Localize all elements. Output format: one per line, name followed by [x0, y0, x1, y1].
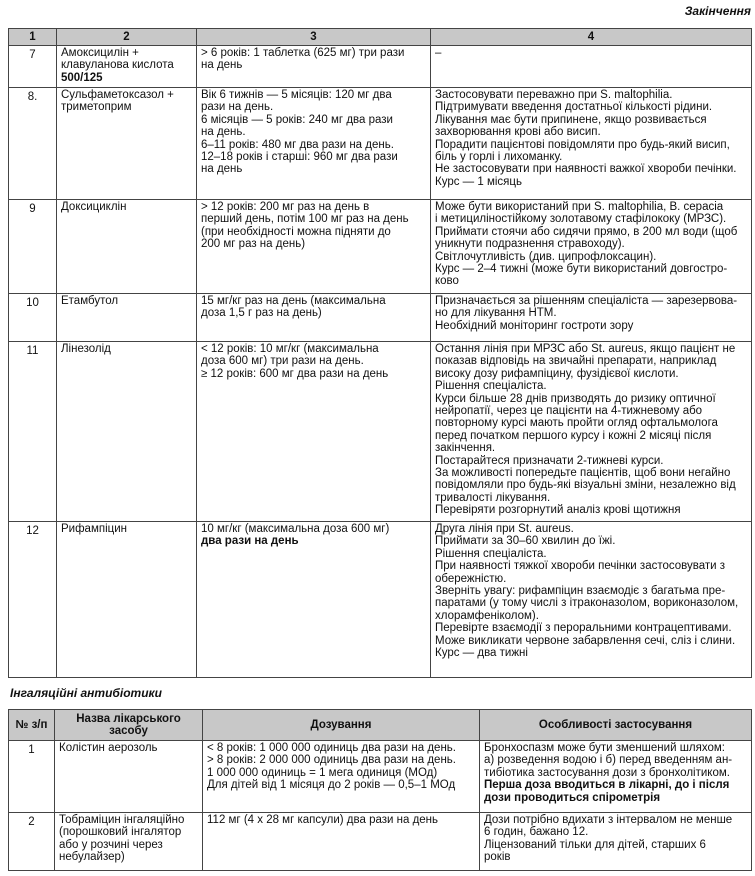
- cell-notes: [480, 813, 752, 871]
- table-row: [9, 813, 752, 871]
- notes-line: Курс — 2–4 тижні (може бути використаний довгостро-: [435, 263, 728, 276]
- dose-line: 200 мг раз на день): [201, 238, 306, 251]
- notes-line: хлорамфеніколом).: [435, 609, 539, 622]
- header-col-4: 4: [431, 29, 752, 46]
- drug-line: триметоприм: [61, 101, 132, 114]
- header-number: № з/п: [9, 710, 55, 741]
- notes-line: обережністю.: [435, 572, 507, 585]
- notes-line: Може викликати червоне забарвлення сечі, сліз і слини.: [435, 634, 736, 647]
- notes-line: Зверніть увагу: рифампіцин взаємодіє з багатьма пре-: [435, 585, 726, 598]
- notes-line: Приймати стоячи або сидячи прямо, в 200 мл води (щоб: [435, 225, 738, 238]
- dose-line: доза 600 мг) три рази на день.: [201, 355, 364, 368]
- header-drug-name: Назва лікарського засобу: [55, 710, 203, 741]
- antibiotics-table-continued: [8, 28, 752, 678]
- dose-line: 12–18 років і старші: 960 мг два рази: [201, 151, 398, 164]
- drug-line: Амоксицилін +: [61, 47, 139, 59]
- dose-line: на день.: [201, 126, 246, 139]
- dose-line: Вік 6 тижнів — 5 місяців: 120 мг два: [201, 89, 392, 101]
- notes-line: Ліцензований тільки для дітей, старших 6: [484, 838, 706, 851]
- row-number: 7: [9, 46, 57, 88]
- notes-line: но для лікування НТМ.: [435, 307, 557, 320]
- notes-line: При наявності тяжкої хвороби печінки застосовувати з: [435, 560, 726, 573]
- dose-line: < 8 років: 1 000 000 одиниць два рази на день.: [207, 742, 456, 754]
- table-row: [9, 342, 752, 522]
- header-dosage: Дозування: [203, 710, 480, 741]
- drug-line: Сульфаметоксазол +: [61, 89, 174, 101]
- dose-line: два рази на день: [201, 535, 299, 548]
- notes-line: Перевіряти розгорнутий аналіз крові щотижня: [435, 504, 681, 517]
- notes-line: повідомляли про будь-які візуальні зміни, незалежно від: [435, 479, 736, 492]
- drug-line: Тобраміцин інгаляційно: [59, 814, 185, 826]
- drug-line: Колістин аерозоль: [59, 742, 158, 754]
- row-number: 12: [9, 522, 57, 678]
- notes-line: біль у горлі і лихоманку.: [435, 151, 563, 164]
- notes-line: Необхідний моніторинг гостроти зору: [435, 319, 634, 332]
- table-row: [9, 741, 752, 813]
- section-title: Інгаляційні антибіотики: [10, 686, 162, 700]
- notes-line: Курси більше 28 днів призводять до ризику оптичної: [435, 392, 716, 405]
- notes-line: Дози потрібно вдихати з інтервалом не менше: [484, 814, 733, 826]
- dose-line: > 12 років: 200 мг раз на день в: [201, 201, 370, 213]
- drug-line: Етамбутол: [61, 295, 119, 307]
- table-row: [9, 200, 752, 294]
- cell-drug: [57, 200, 197, 294]
- notes-line: високу дозу рифампіцину, фузідієвої кислоти.: [435, 367, 679, 380]
- drug-line: Рифампіцин: [61, 523, 128, 535]
- cell-drug: [57, 522, 197, 678]
- notes-line: 6 годин, бажано 12.: [484, 826, 589, 839]
- notes-line: Підтримувати введення достатньої кількості рідини.: [435, 101, 713, 114]
- notes-line: Приймати за 30–60 хвилин до їжі.: [435, 535, 616, 548]
- notes-line: тибіотика застосування дози з бронхолітиком.: [484, 766, 730, 779]
- notes-line: Перша доза вводиться в лікарні, до і після: [484, 779, 730, 792]
- dose-line: перший день, потім 100 мг раз на день: [201, 213, 409, 226]
- notes-line: перед початком першого курсу і кожні 2 місяці після: [435, 429, 712, 442]
- notes-line: Призначається за рішенням спеціаліста — зарезервова-: [435, 295, 738, 307]
- header-usage-notes: Особливості застосування: [480, 710, 752, 741]
- notes-line: і метициліностійкому золотавому стафілококу (МРЗС).: [435, 213, 727, 226]
- row-number: 8.: [9, 88, 57, 200]
- table-header-row: [9, 710, 752, 741]
- cell-drug: [55, 813, 203, 871]
- notes-line: Не застосовувати при наявності важкої хвороби печінки.: [435, 163, 737, 176]
- notes-line: а) розведення водою і б) перед введенням ан-: [484, 754, 733, 767]
- table-row: [9, 46, 752, 88]
- cell-dose: [197, 88, 431, 200]
- notes-line: років: [484, 851, 511, 864]
- notes-line: закінчення.: [435, 442, 496, 455]
- row-number: 1: [9, 741, 55, 813]
- drug-line: клавуланова кислота: [61, 59, 174, 72]
- table-row: [9, 522, 752, 678]
- dose-line: доза 1,5 г раз на день): [201, 307, 322, 320]
- header-col-3: 3: [197, 29, 431, 46]
- dose-line: на день: [201, 163, 243, 176]
- cell-notes: [480, 741, 752, 813]
- cell-notes: [431, 88, 752, 200]
- notes-line: Перевірте взаємодії з пероральними контрацептивами.: [435, 622, 732, 635]
- row-number: 11: [9, 342, 57, 522]
- dose-line: 15 мг/кг раз на день (максимальна: [201, 295, 386, 307]
- cell-notes: [431, 342, 752, 522]
- notes-line: Порадити пацієнтові повідомляти про будь-який висип,: [435, 138, 730, 151]
- notes-line: Рішення спеціаліста.: [435, 380, 547, 393]
- row-number: 10: [9, 294, 57, 342]
- cell-drug: [57, 46, 197, 88]
- notes-line: –: [435, 47, 442, 59]
- table-row: [9, 294, 752, 342]
- cell-notes: [431, 200, 752, 294]
- cell-dose: [197, 46, 431, 88]
- dose-line: 6 місяців — 5 років: 240 мг два рази: [201, 113, 393, 126]
- dose-line: на день: [201, 59, 243, 72]
- drug-line: 500/125: [61, 71, 103, 84]
- cell-drug: [57, 88, 197, 200]
- dose-line: Для дітей від 1 місяця до 2 років — 0,5–1 МОд: [207, 779, 456, 792]
- cell-dose: [197, 522, 431, 678]
- dose-line: рази на день.: [201, 101, 274, 114]
- drug-line: (порошковий інгалятор: [59, 826, 182, 839]
- notes-line: паратами (у тому числі з ітраконазолом, вориконазолом,: [435, 597, 739, 610]
- notes-line: Може бути використаний при S. maltophilia, B. cepacia: [435, 201, 724, 213]
- notes-line: Бронхоспазм може бути зменшений шляхом:: [484, 742, 725, 754]
- notes-line: показав відповідь на звичайні препарати, наприклад: [435, 355, 717, 368]
- cell-dose: [197, 342, 431, 522]
- dose-line: 1 000 000 одиниць = 1 мега одиниця (МОд): [207, 766, 438, 779]
- notes-line: Рішення спеціаліста.: [435, 547, 547, 560]
- row-number: 9: [9, 200, 57, 294]
- notes-line: уникнути подразнення стравоходу).: [435, 238, 625, 251]
- header-col-1: 1: [9, 29, 57, 46]
- dose-line: ≥ 12 років: 600 мг два рази на день: [201, 367, 389, 380]
- cell-notes: [431, 522, 752, 678]
- inhaled-antibiotics-table: [8, 709, 752, 871]
- notes-line: Курс — 1 місяць: [435, 175, 522, 188]
- table-row: [9, 88, 752, 200]
- drug-line: Лінезолід: [61, 343, 111, 355]
- cell-drug: [57, 294, 197, 342]
- cell-dose: [197, 200, 431, 294]
- dose-line: 10 мг/кг (максимальна доза 600 мг): [201, 523, 390, 535]
- notes-line: Застосовувати переважно при S. maltophilia.: [435, 89, 673, 101]
- drug-line: або у розчині через: [59, 838, 163, 851]
- notes-line: Друга лінія при St. aureus.: [435, 523, 574, 535]
- notes-line: ково: [435, 275, 459, 288]
- dose-line: > 8 років: 2 000 000 одиниць два рази на день.: [207, 754, 456, 767]
- cell-notes: [431, 46, 752, 88]
- cell-dose: [197, 294, 431, 342]
- notes-line: дози проводиться спірометрія: [484, 791, 661, 804]
- notes-line: Остання лінія при МРЗС або St. aureus, якщо пацієнт не: [435, 343, 736, 355]
- notes-line: повторному курсі мають пройти огляд офтальмолога: [435, 417, 718, 430]
- dose-line: 6–11 років: 480 мг два рази на день.: [201, 138, 394, 151]
- notes-line: нейропатії, через це пацієнти на 4-тижневому або: [435, 405, 703, 418]
- cell-dose: [203, 741, 480, 813]
- notes-line: Курс — два тижні: [435, 647, 528, 660]
- header-col-2: 2: [57, 29, 197, 46]
- table-header-row: [9, 29, 752, 46]
- dose-line: > 6 років: 1 таблетка (625 мг) три рази: [201, 47, 405, 59]
- row-number: 2: [9, 813, 55, 871]
- drug-line: Доксициклін: [61, 201, 127, 213]
- notes-line: тривалості лікування.: [435, 491, 551, 504]
- continuation-label: Закінчення: [684, 4, 751, 18]
- notes-line: захворювання крові або висип.: [435, 126, 601, 139]
- dose-line: (при необхідності можна підняти до: [201, 225, 391, 238]
- drug-line: небулайзер): [59, 851, 125, 864]
- cell-notes: [431, 294, 752, 342]
- notes-line: Постарайтеся призначати 2-тижневі курси.: [435, 454, 664, 467]
- dose-line: 112 мг (4 х 28 мг капсули) два рази на день: [207, 814, 439, 826]
- notes-line: За можливості попередьте пацієнтів, щоб вони негайно: [435, 467, 731, 480]
- notes-line: Лікування має бути припинене, якщо розвивається: [435, 113, 707, 126]
- notes-line: Світлочутливість (див. ципрофлоксацин).: [435, 250, 657, 263]
- dose-line: < 12 років: 10 мг/кг (максимальна: [201, 343, 379, 355]
- cell-dose: [203, 813, 480, 871]
- cell-drug: [57, 342, 197, 522]
- cell-drug: [55, 741, 203, 813]
